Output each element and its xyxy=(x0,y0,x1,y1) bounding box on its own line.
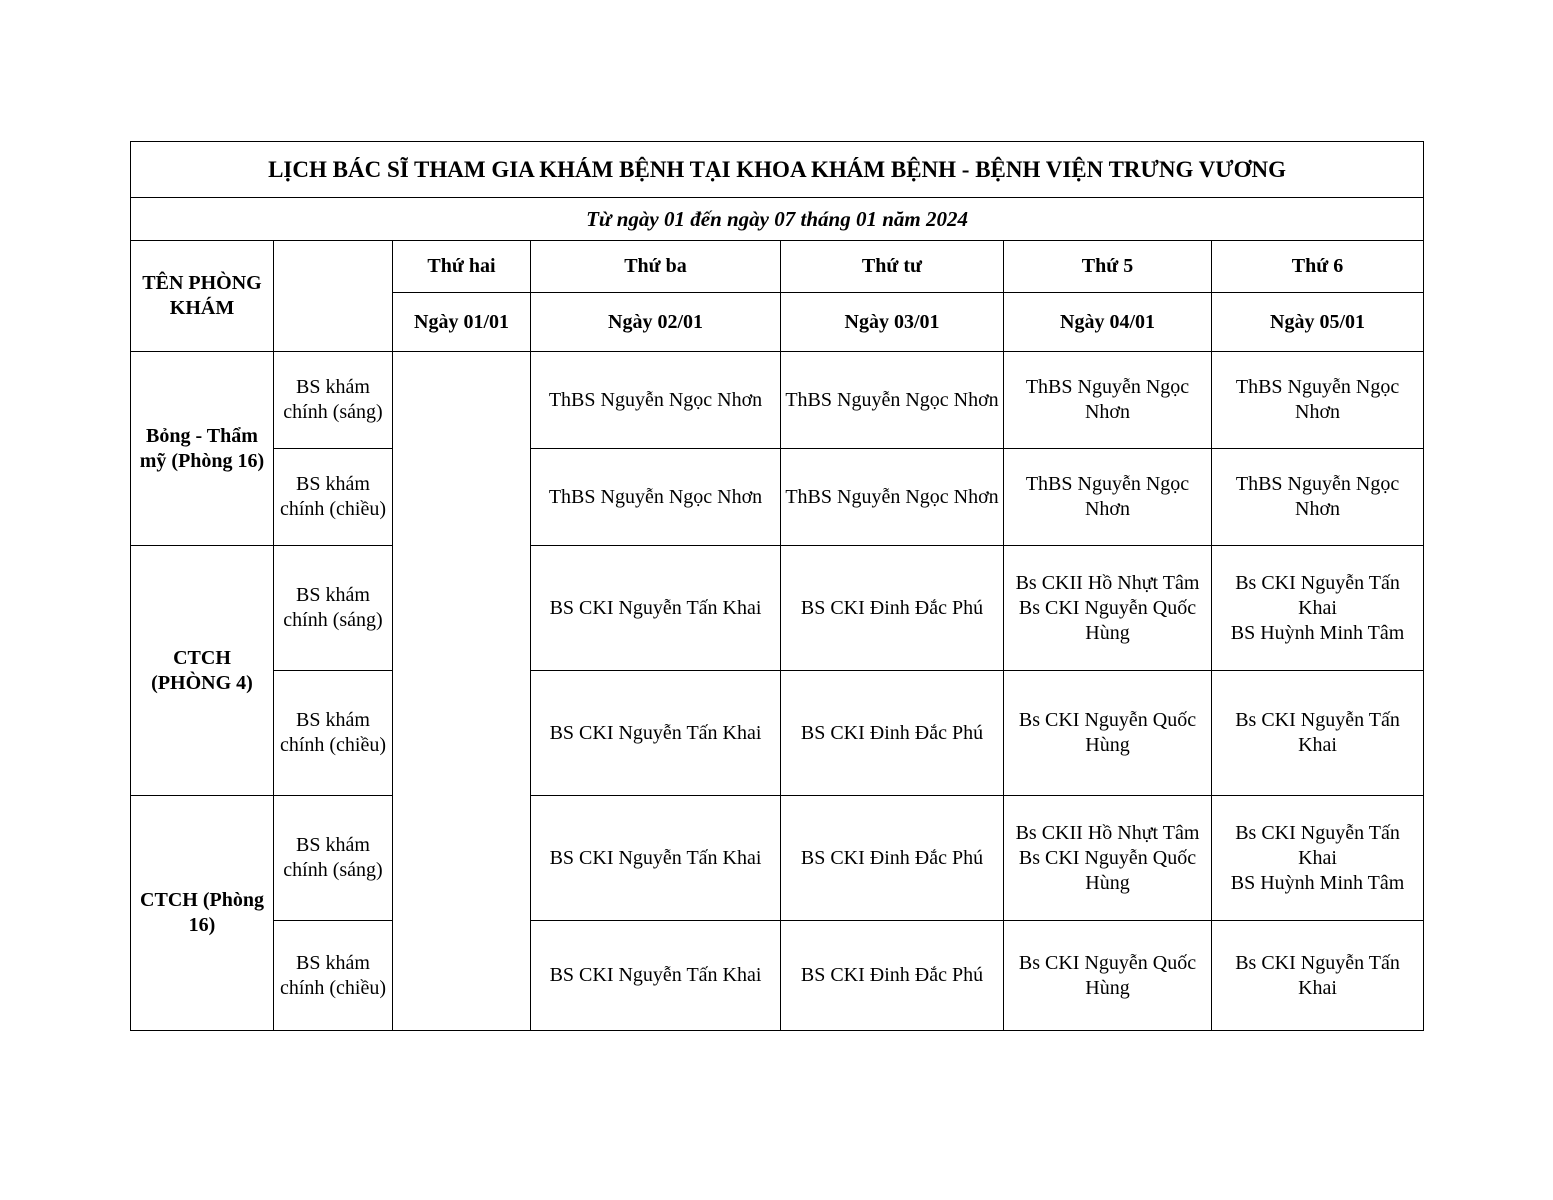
table-row xyxy=(131,671,1424,796)
date-header-fri: Ngày 05/01 xyxy=(1212,293,1424,352)
schedule-table xyxy=(130,141,1424,1031)
day-header-wed: Thứ tư xyxy=(781,241,1004,293)
doctor-name: Bs CKI Nguyễn Quốc Hùng xyxy=(1018,846,1197,894)
date-header-wed: Ngày 03/01 xyxy=(781,293,1004,352)
doctor-name: Bs CKI Nguyễn Tấn Khai xyxy=(1235,821,1400,869)
schedule-cell: BS CKI Nguyễn Tấn Khai xyxy=(531,921,781,1031)
day-header-mon: Thứ hai xyxy=(393,241,531,293)
date-range-subtitle: Từ ngày 01 đến ngày 07 tháng 01 năm 2024 xyxy=(131,198,1424,241)
date-header-tue: Ngày 02/01 xyxy=(531,293,781,352)
schedule-cell xyxy=(1004,546,1212,671)
doctor-name: Bs CKI Nguyễn Tấn Khai xyxy=(1235,571,1400,619)
schedule-cell: BS CKI Đinh Đắc Phú xyxy=(781,796,1004,921)
date-header-mon: Ngày 01/01 xyxy=(393,293,531,352)
table-row xyxy=(131,546,1424,671)
day-header-thu: Thứ 5 xyxy=(1004,241,1212,293)
schedule-cell xyxy=(1212,546,1424,671)
date-header-thu: Ngày 04/01 xyxy=(1004,293,1212,352)
table-row xyxy=(131,796,1424,921)
shift-column-header xyxy=(274,241,393,352)
schedule-cell: ThBS Nguyễn Ngọc Nhơn xyxy=(781,352,1004,449)
doctor-name: Bs CKII Hồ Nhựt Tâm xyxy=(1015,571,1200,594)
schedule-cell: ThBS Nguyễn Ngọc Nhơn xyxy=(781,449,1004,546)
schedule-cell: Bs CKI Nguyễn Tấn Khai xyxy=(1212,921,1424,1031)
room-name: CTCH (Phòng 16) xyxy=(131,796,274,1031)
schedule-cell: BS CKI Đinh Đắc Phú xyxy=(781,921,1004,1031)
doctor-name: Bs CKI Nguyễn Quốc Hùng xyxy=(1018,596,1197,644)
schedule-cell: ThBS Nguyễn Ngọc Nhơn xyxy=(1212,352,1424,449)
day-header-fri: Thứ 6 xyxy=(1212,241,1424,293)
table-row xyxy=(131,352,1424,449)
day-header-tue: Thứ ba xyxy=(531,241,781,293)
shift-label: BS khám chính (chiều) xyxy=(274,449,393,546)
doctor-name: Bs CKII Hồ Nhựt Tâm xyxy=(1015,821,1200,844)
room-column-header: TÊN PHÒNG KHÁM xyxy=(131,241,274,352)
room-name: CTCH (PHÒNG 4) xyxy=(131,546,274,796)
schedule-cell: ThBS Nguyễn Ngọc Nhơn xyxy=(1004,449,1212,546)
schedule-cell: BS CKI Đinh Đắc Phú xyxy=(781,671,1004,796)
schedule-cell xyxy=(1212,796,1424,921)
schedule-cell: ThBS Nguyễn Ngọc Nhơn xyxy=(1212,449,1424,546)
table-row xyxy=(131,921,1424,1031)
table-row xyxy=(131,449,1424,546)
schedule-cell: Bs CKI Nguyễn Quốc Hùng xyxy=(1004,921,1212,1031)
shift-label: BS khám chính (chiều) xyxy=(274,671,393,796)
schedule-cell: BS CKI Nguyễn Tấn Khai xyxy=(531,796,781,921)
schedule-cell: ThBS Nguyễn Ngọc Nhơn xyxy=(531,449,781,546)
room-name: Bỏng - Thẩm mỹ (Phòng 16) xyxy=(131,352,274,546)
shift-label: BS khám chính (sáng) xyxy=(274,796,393,921)
shift-label: BS khám chính (chiều) xyxy=(274,921,393,1031)
schedule-cell: BS CKI Nguyễn Tấn Khai xyxy=(531,671,781,796)
doctor-name: BS Huỳnh Minh Tâm xyxy=(1230,621,1405,644)
shift-label: BS khám chính (sáng) xyxy=(274,546,393,671)
schedule-cell: ThBS Nguyễn Ngọc Nhơn xyxy=(531,352,781,449)
doctor-name: BS Huỳnh Minh Tâm xyxy=(1230,871,1405,894)
schedule-cell: BS CKI Đinh Đắc Phú xyxy=(781,546,1004,671)
schedule-cell: Bs CKI Nguyễn Tấn Khai xyxy=(1212,671,1424,796)
schedule-cell xyxy=(1004,796,1212,921)
schedule-cell: Bs CKI Nguyễn Quốc Hùng xyxy=(1004,671,1212,796)
monday-empty-cell xyxy=(393,352,531,1031)
schedule-title: LỊCH BÁC SĨ THAM GIA KHÁM BỆNH TẠI KHOA KHÁM BỆNH - BỆNH VIỆN TRƯNG VƯƠNG xyxy=(131,142,1424,198)
schedule-cell: ThBS Nguyễn Ngọc Nhơn xyxy=(1004,352,1212,449)
schedule-cell: BS CKI Nguyễn Tấn Khai xyxy=(531,546,781,671)
shift-label: BS khám chính (sáng) xyxy=(274,352,393,449)
